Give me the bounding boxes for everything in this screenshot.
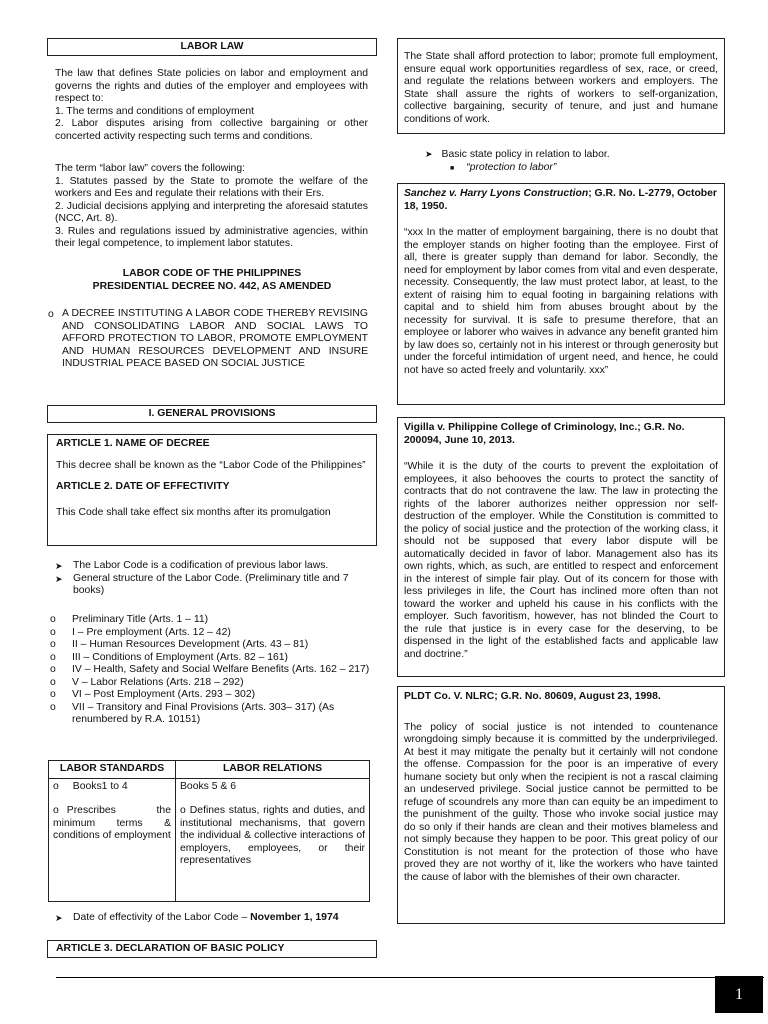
article-1-text: This decree shall be known as the “Labor Code of the Philippines” — [56, 459, 366, 471]
circle-bullet-icon: o — [50, 614, 56, 625]
list-item-text: General structure of the Labor Code. (Preliminary title and 7 books) — [73, 572, 349, 596]
term-item: 1. Statutes passed by the State to promote the welfare of the workers and Ees and regulate their relations with their Ers. — [55, 175, 368, 199]
list-item-text: VII – Transitory and Final Provisions (Arts. 303– 317) (As renumbered by R.A. 10151) — [72, 701, 335, 725]
list-item — [50, 639, 370, 652]
term-item: 3. Rules and regulations issued by administrative agencies, within their legal competence, to implement labor statutes. — [55, 225, 368, 249]
cell-books-text: Books1 to 4 — [72, 780, 128, 792]
case-vigilla-title: Vigilla v. Philippine College of Criminology, Inc.; G.R. No. 200094, June 10, 2013. — [404, 422, 685, 446]
case-vigilla-text: “While it is the duty of the courts to prevent the exploitation of employees, it also behooves the courts to protect the sanctity of contracts that do not contravene the law. The law in protecting the rights of the laborer authorizes neither oppression nor self-destruction of the employer. While the Constitution is committed to the policy of social justice and the protection of the working class, it should not be supposed that every labor dispute will be automatically decided in favor of labor. Management also has its own rights, which, as such, are entitled to respect and enforcement in the interest of simple fair play. Out of its concern for those with less privileges in life, the Court has inclined more often than not toward the worker and upheld his cause in his conflicts with the employer. Such favoritism, however, has not blinded the Court to the rule that justice is in every case for the deserving, to be dispensed in the light of the established facts and applicable law and doctrine.” — [404, 461, 718, 660]
list-item-text: I – Pre employment (Arts. 12 – 42) — [72, 626, 231, 638]
circle-bullet-icon: o — [180, 805, 186, 816]
labor-code-title — [47, 268, 377, 293]
list-item-text: IV – Health, Safety and Social Welfare Benefits (Arts. 162 – 217) — [72, 664, 370, 675]
cell-desc-text: Defines status, rights and duties, and institutional mechanisms, that govern the individual & collective interactions of employers, employees, or their representatives — [180, 805, 365, 866]
table-header-text: LABOR RELATIONS — [222, 763, 323, 774]
list-item — [50, 652, 370, 665]
books-list — [50, 614, 370, 727]
article-3-heading — [47, 940, 377, 958]
labor-law-heading-text: LABOR LAW — [180, 41, 244, 52]
case-pldt-title: PLDT Co. V. NLRC; G.R. No. 80609, August 23, 1998. — [404, 691, 661, 702]
labor-code-title-line1: LABOR CODE OF THE PHILIPPINES — [122, 268, 302, 279]
article-2-text: This Code shall take effect six months after its promulgation — [56, 506, 331, 518]
labor-law-heading — [47, 38, 377, 56]
square-bullet-icon: ■ — [450, 164, 455, 172]
decree-text: A DECREE INSTITUTING A LABOR CODE THEREBY REVISING AND CONSOLIDATING LABOR AND SOCIAL LAWS TO AFFORD PROTECTION TO LABOR, PROMOTE EMPLOYMENT AND HUMAN RESOURCES DEVELOPMENT AND INSURE INDUSTRIAL PEACE BASED ON SOCIAL JUSTICE — [62, 308, 368, 369]
term-item: 2. Judicial decisions applying and interpreting the aforesaid statutes (NCC, Art. 8). — [55, 200, 368, 224]
cell-books — [180, 781, 365, 794]
article-3-box — [397, 38, 725, 134]
list-item-text: VI – Post Employment (Arts. 293 – 302) — [72, 689, 256, 700]
term-intro: The term “labor law” covers the following: — [55, 163, 245, 174]
circle-bullet-icon: o — [50, 676, 56, 688]
effectivity-date: November 1, 1974 — [250, 912, 339, 923]
list-item — [55, 560, 369, 573]
footer-rule — [56, 977, 764, 978]
table-header-cell — [49, 761, 176, 779]
table-row — [49, 778, 370, 901]
list-item — [55, 912, 375, 925]
circle-bullet-icon: o — [50, 639, 56, 650]
general-provisions-text: I. GENERAL PROVISIONS — [148, 408, 276, 419]
circle-bullet-icon: o — [53, 805, 59, 816]
cell-desc — [53, 805, 171, 843]
cell-books — [53, 781, 171, 794]
case-pldt-box — [397, 686, 725, 924]
arrow-bullet-icon: ➤ — [55, 573, 63, 584]
list-item — [50, 614, 370, 627]
list-item-text: II – Human Resources Development (Arts. 43 – 81) — [72, 639, 309, 650]
case-sanchez-cite: ; G.R. No. L-2779, October 18, 1950. — [404, 188, 717, 212]
table-header-text: LABOR STANDARDS — [59, 763, 165, 774]
intro-item: 1. The terms and conditions of employment — [55, 105, 255, 117]
table-cell — [176, 778, 370, 901]
list-item-text: The Labor Code is a codification of previous labor laws. — [73, 560, 329, 571]
case-sanchez-text: “xxx In the matter of employment bargaining, there is no doubt that the employer stands on higher footing than the employee. First of all, there is greater supply than demand for labor. Secondly, the need for employment by labor comes from vital and even desperate, necessity. Consequently, the law must protect labor, at least, to the extent of raising him to equal footing in bargaining relations with capital and to shield him from abuses brought about by the necessity for survival. It is safe to presume therefore, that an employee or laborer who waives in advance any benefit granted him by law does so, certainly not in his interest or through generosity but under the forceful intimidation of urgent need, and hence, he could not have so acted freely and voluntarily. xxx” — [404, 227, 718, 376]
cell-books-text: Books 5 & 6 — [180, 780, 237, 792]
decree-description — [48, 308, 368, 371]
list-item — [50, 627, 370, 640]
circle-bullet-icon: o — [53, 780, 59, 792]
effectivity-text: Date of effectivity of the Labor Code – — [73, 912, 248, 923]
circle-bullet-icon: o — [50, 651, 56, 663]
page-number-text: 1 — [735, 986, 743, 1003]
articles-1-2-box — [47, 434, 377, 546]
arrow-bullet-icon: ➤ — [55, 913, 63, 923]
list-item — [50, 664, 370, 677]
labor-law-term — [55, 163, 368, 251]
circle-bullet-icon: o — [50, 701, 56, 713]
table-cell — [49, 778, 176, 901]
table-header-cell — [176, 761, 370, 779]
cell-desc-text: Prescribes the minimum terms & conditions of employment — [53, 805, 171, 841]
case-sanchez-name: Sanchez v. Harry Lyons Construction — [404, 188, 589, 199]
general-provisions-heading — [47, 405, 377, 423]
list-item-text: Preliminary Title (Arts. 1 – 11) — [72, 614, 209, 625]
arrow-bullet-icon: ➤ — [55, 561, 63, 571]
case-vigilla-box — [397, 417, 725, 677]
list-item — [55, 573, 369, 598]
article-3-title: ARTICLE 3. DECLARATION OF BASIC POLICY — [56, 943, 285, 954]
circle-bullet-icon: o — [50, 689, 56, 700]
case-sanchez-box — [397, 183, 725, 405]
cell-desc — [180, 805, 365, 868]
list-item — [50, 689, 370, 702]
decree-marker: o — [48, 309, 54, 320]
basic-policy-note — [425, 148, 725, 175]
standards-relations-table — [48, 760, 370, 902]
circle-bullet-icon: o — [50, 664, 56, 675]
article-1-title: ARTICLE 1. NAME OF DECREE — [56, 438, 210, 449]
table-header-row — [49, 761, 370, 779]
list-item — [50, 677, 370, 690]
page-number — [715, 976, 763, 1013]
circle-bullet-icon: o — [50, 626, 56, 638]
case-sanchez-title — [404, 188, 718, 213]
basic-policy-text: Basic state policy in relation to labor. — [441, 149, 610, 160]
list-item — [50, 702, 370, 727]
case-pldt-text: The policy of social justice is not intended to countenance wrongdoing simply because it is committed by the underprivileged. At best it may mitigate the penalty but it certainly will not condone the offense. Compassion for the poor is an imperative of every humane society but only when the recipient is not a rascal claiming an undeserved privilege. Social justice cannot be permitted to be refuge of scoundrels any more than can equity be an impediment to the punishment of the guilty. Those who invoke social justice may do so only if their hands are clean and their motives blameless and not simply because they happen to be poor. This great policy of our Constitution is not meant for the protection of those who have proved they are not worthy of it, like the workers who have tainted the cause of labor with the blemishes of their own character. — [404, 721, 718, 883]
labor-law-intro — [55, 68, 368, 143]
list-item — [450, 162, 725, 176]
intro-item: 2. Labor disputes arising from collective bargaining or other concerted activity respecting such terms and conditions. — [55, 118, 368, 142]
list-item-text: V – Labor Relations (Arts. 218 – 292) — [72, 676, 244, 688]
article-2-title: ARTICLE 2. DATE OF EFFECTIVITY — [56, 481, 230, 492]
intro-paragraph: The law that defines State policies on labor and employment and governs the rights and duties of the employer and employees with respect to: — [55, 68, 368, 104]
list-item-text: III – Conditions of Employment (Arts. 82 – 161) — [72, 651, 288, 663]
labor-code-title-line2: PRESIDENTIAL DECREE NO. 442, AS AMENDED — [92, 280, 332, 292]
labor-code-notes — [55, 560, 369, 598]
effectivity-note — [55, 912, 375, 925]
list-item — [425, 148, 725, 162]
protection-text: “protection to labor” — [466, 161, 557, 173]
arrow-bullet-icon: ➤ — [425, 149, 433, 159]
article-3-text: The State shall afford protection to labor; promote full employment, ensure equal work opportunities regardless of sex, race, or creed, and regulate the relations between workers and employers. The State shall assure the rights of workers to self-organization, collective bargaining, security of tenure, and just and humane conditions of work. — [404, 51, 718, 125]
